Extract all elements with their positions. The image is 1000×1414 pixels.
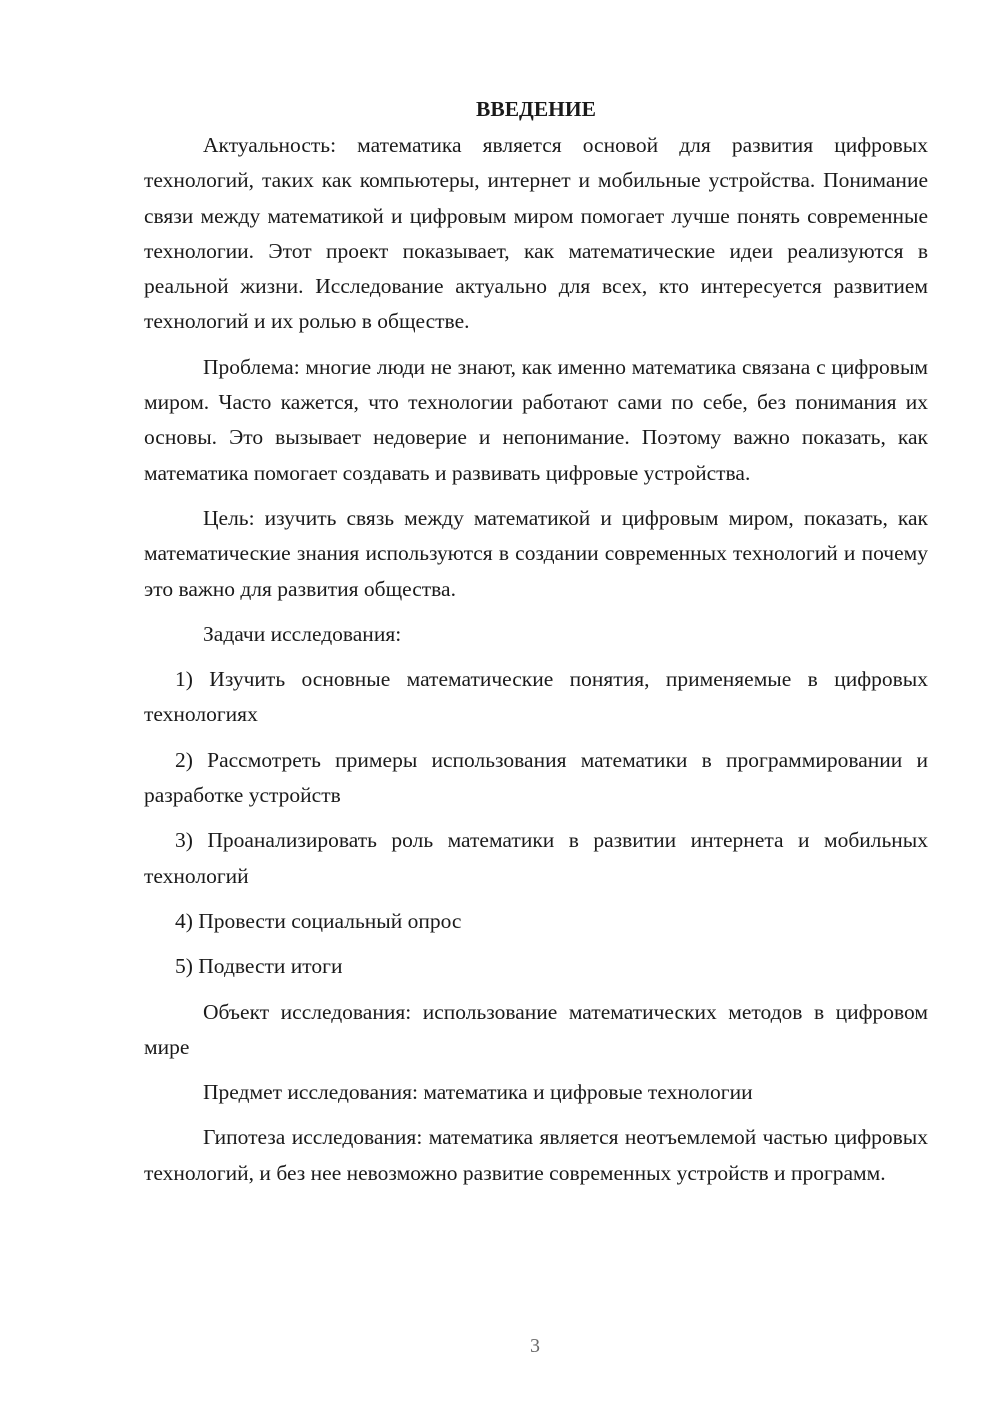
problem-paragraph: Проблема: многие люди не знают, как именно математика связана с цифровым миром. Часто кажется, что технологии работают сами по себе, без понимания их основы. Это вызывает недоверие и непонимание. Поэтому важно показать, как математика помогает создавать и развивать цифровые устройства.	[144, 354, 928, 485]
task-item-1: 1) Изучить основные математические понятия, применяемые в цифровых технологиях	[144, 667, 928, 727]
task-item-3: 3) Проанализировать роль математики в развитии интернета и мобильных технологий	[144, 828, 928, 888]
goal-paragraph: Цель: изучить связь между математикой и цифровым миром, показать, как математические знания используются в создании современных технологий и почему это важно для развития общества.	[144, 505, 928, 601]
section-title: ВВЕДЕНИЕ	[476, 97, 596, 121]
hypothesis-paragraph: Гипотеза исследования: математика является неотъемлемой частью цифровых технологий, и без нее невозможно развитие современных устройств и программ.	[144, 1125, 928, 1185]
object-paragraph: Объект исследования: использование математических методов в цифровом мире	[144, 999, 928, 1059]
task-item-2: 2) Рассмотреть примеры использования математики в программировании и разработке устройств	[144, 747, 928, 808]
subject-paragraph: Предмет исследования: математика и цифровые технологии	[203, 1080, 753, 1105]
relevance-paragraph: Актуальность: математика является основой для развития цифровых технологий, таких как компьютеры, интернет и мобильные устройства. Понимание связи между математикой и цифровым миром помогает лучше понять современные технологии. Этот проект показывает, как математические идеи реализуются в реальной жизни. Исследование актуально для всех, кто интересуется развитием технологий и их ролью в обществе.	[144, 133, 928, 334]
task-item-5: 5) Подвести итоги	[175, 954, 343, 979]
page-content	[144, 92, 928, 1191]
tasks-heading: Задачи исследования:	[203, 621, 402, 646]
tasks-list	[144, 662, 928, 984]
page-number: 3	[530, 1335, 540, 1357]
task-item-4: 4) Провести социальный опрос	[175, 908, 462, 933]
